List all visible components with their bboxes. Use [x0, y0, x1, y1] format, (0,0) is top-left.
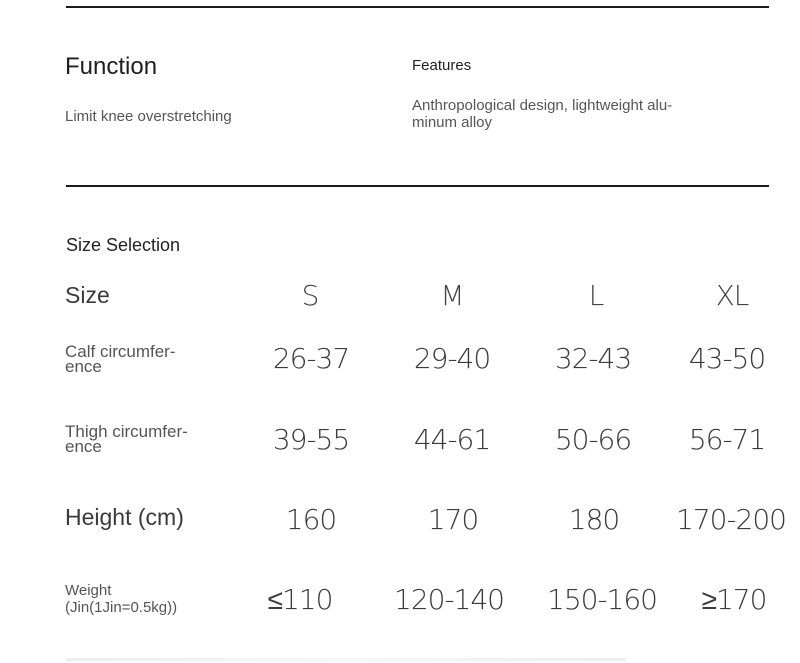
thigh-label-line2: ence: [65, 437, 102, 456]
size-header-xl: XL: [715, 279, 749, 312]
thigh-value-xl: 56-71: [688, 423, 766, 456]
size-header-m: M: [440, 279, 464, 312]
calf-value-xl: 43-50: [688, 342, 766, 375]
thigh-label: [65, 424, 188, 454]
height-value-l: 180: [568, 503, 620, 536]
calf-value-s: 26-37: [272, 342, 350, 375]
function-title: Function: [65, 53, 158, 80]
weight-label-line2: (Jin(1Jin=0.5kg)): [65, 599, 178, 616]
weight-label: [65, 582, 177, 616]
calf-label: [65, 344, 176, 374]
height-value-s: 160: [285, 503, 337, 536]
height-label: Height (cm): [65, 504, 184, 530]
bottom-edge-shadow: [66, 658, 626, 661]
features-description: Anthropological design, lightweight alu-minum alloy: [412, 97, 673, 131]
weight-value-m: 120-140: [394, 583, 504, 616]
calf-value-l: 32-43: [554, 342, 632, 375]
weight-value-l: 150-160: [547, 583, 657, 616]
size-header-s: S: [301, 279, 319, 312]
calf-value-m: 29-40: [413, 342, 491, 375]
weight-label-line1: Weight: [65, 582, 112, 599]
calf-label-line1: Calf circumfer-: [65, 342, 176, 361]
weight-value-xl: ≥170: [701, 583, 767, 616]
size-selection-heading: Size Selection: [66, 235, 181, 255]
size-header-label: Size: [65, 282, 110, 308]
weight-value-s: ≤110: [267, 583, 333, 616]
top-divider: [66, 6, 769, 8]
thigh-value-l: 50-66: [554, 423, 632, 456]
function-description: Limit knee overstretching: [65, 108, 232, 125]
thigh-label-line1: Thigh circumfer-: [65, 422, 188, 441]
height-value-xl: 170-200: [676, 503, 786, 536]
thigh-value-m: 44-61: [413, 423, 491, 456]
size-header-l: L: [588, 279, 604, 312]
features-title: Features: [412, 57, 472, 74]
middle-divider: [66, 185, 769, 187]
calf-label-line2: ence: [65, 357, 102, 376]
thigh-value-s: 39-55: [272, 423, 350, 456]
height-value-m: 170: [427, 503, 479, 536]
